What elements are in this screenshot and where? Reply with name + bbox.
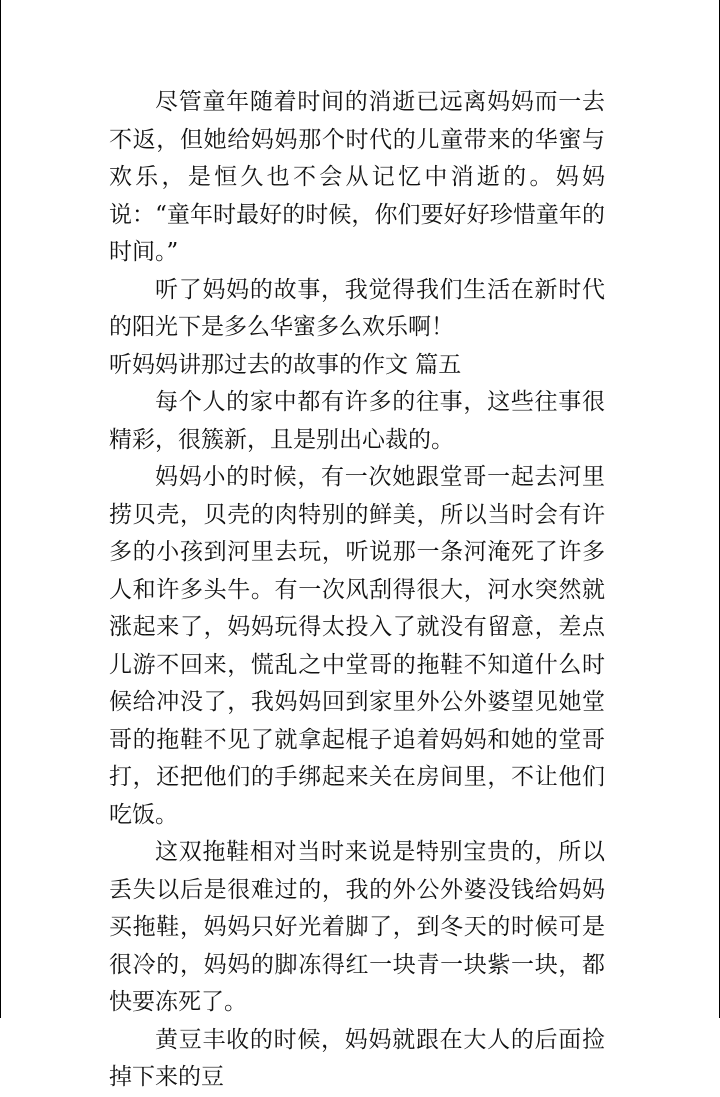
paragraph-lost-slippers: 这双拖鞋相对当时来说是特别宝贵的，所以丢失以后是很难过的，我的外公外婆没钱给妈妈买拖鞋，妈妈只好光着脚了，到冬天的时候可是很冷的，妈妈的脚冻得红一块青一块紫一块，都快要冻死了。	[109, 839, 605, 1015]
document-body	[109, 84, 605, 1097]
paragraph-childhood-memory: 尽管童年随着时间的消逝已远离妈妈而一去不返，但她给妈妈那个时代的儿童带来的华蜜与欢乐，是恒久也不会从记忆中消逝的。妈妈说：“童年时最好的时候，你们要好好珍惜童年的时间。”	[109, 89, 605, 265]
paragraph-soybean-harvest: 黄豆丰收的时候，妈妈就跟在大人的后面捡掉下来的豆	[109, 1026, 605, 1090]
section-heading: 听妈妈讲那过去的故事的作文 篇五	[109, 351, 462, 378]
paragraph-sunshine: 听了妈妈的故事，我觉得我们生活在新时代的阳光下是多么华蜜多么欢乐啊！	[109, 276, 605, 340]
paragraph-river-story: 妈妈小的时候，有一次她跟堂哥一起去河里捞贝壳，贝壳的肉特别的鲜美，所以当时会有许多的小孩到河里去玩，听说那一条河淹死了许多人和许多头牛。有一次风刮得很大，河水突然就涨起来了，妈妈玩得太投入了就没有留意，差点儿游不回来，慌乱之中堂哥的拖鞋不知道什么时候给冲没了，我妈妈回到家里外公外婆望见她堂哥的拖鞋不见了就拿起棍子追着妈妈和她的堂哥打，还把他们的手绑起来关在房间里，不让他们吃饭。	[109, 464, 605, 828]
paragraph-family-stories: 每个人的家中都有许多的往事，这些往事很精彩，很簇新，且是别出心裁的。	[109, 389, 605, 453]
